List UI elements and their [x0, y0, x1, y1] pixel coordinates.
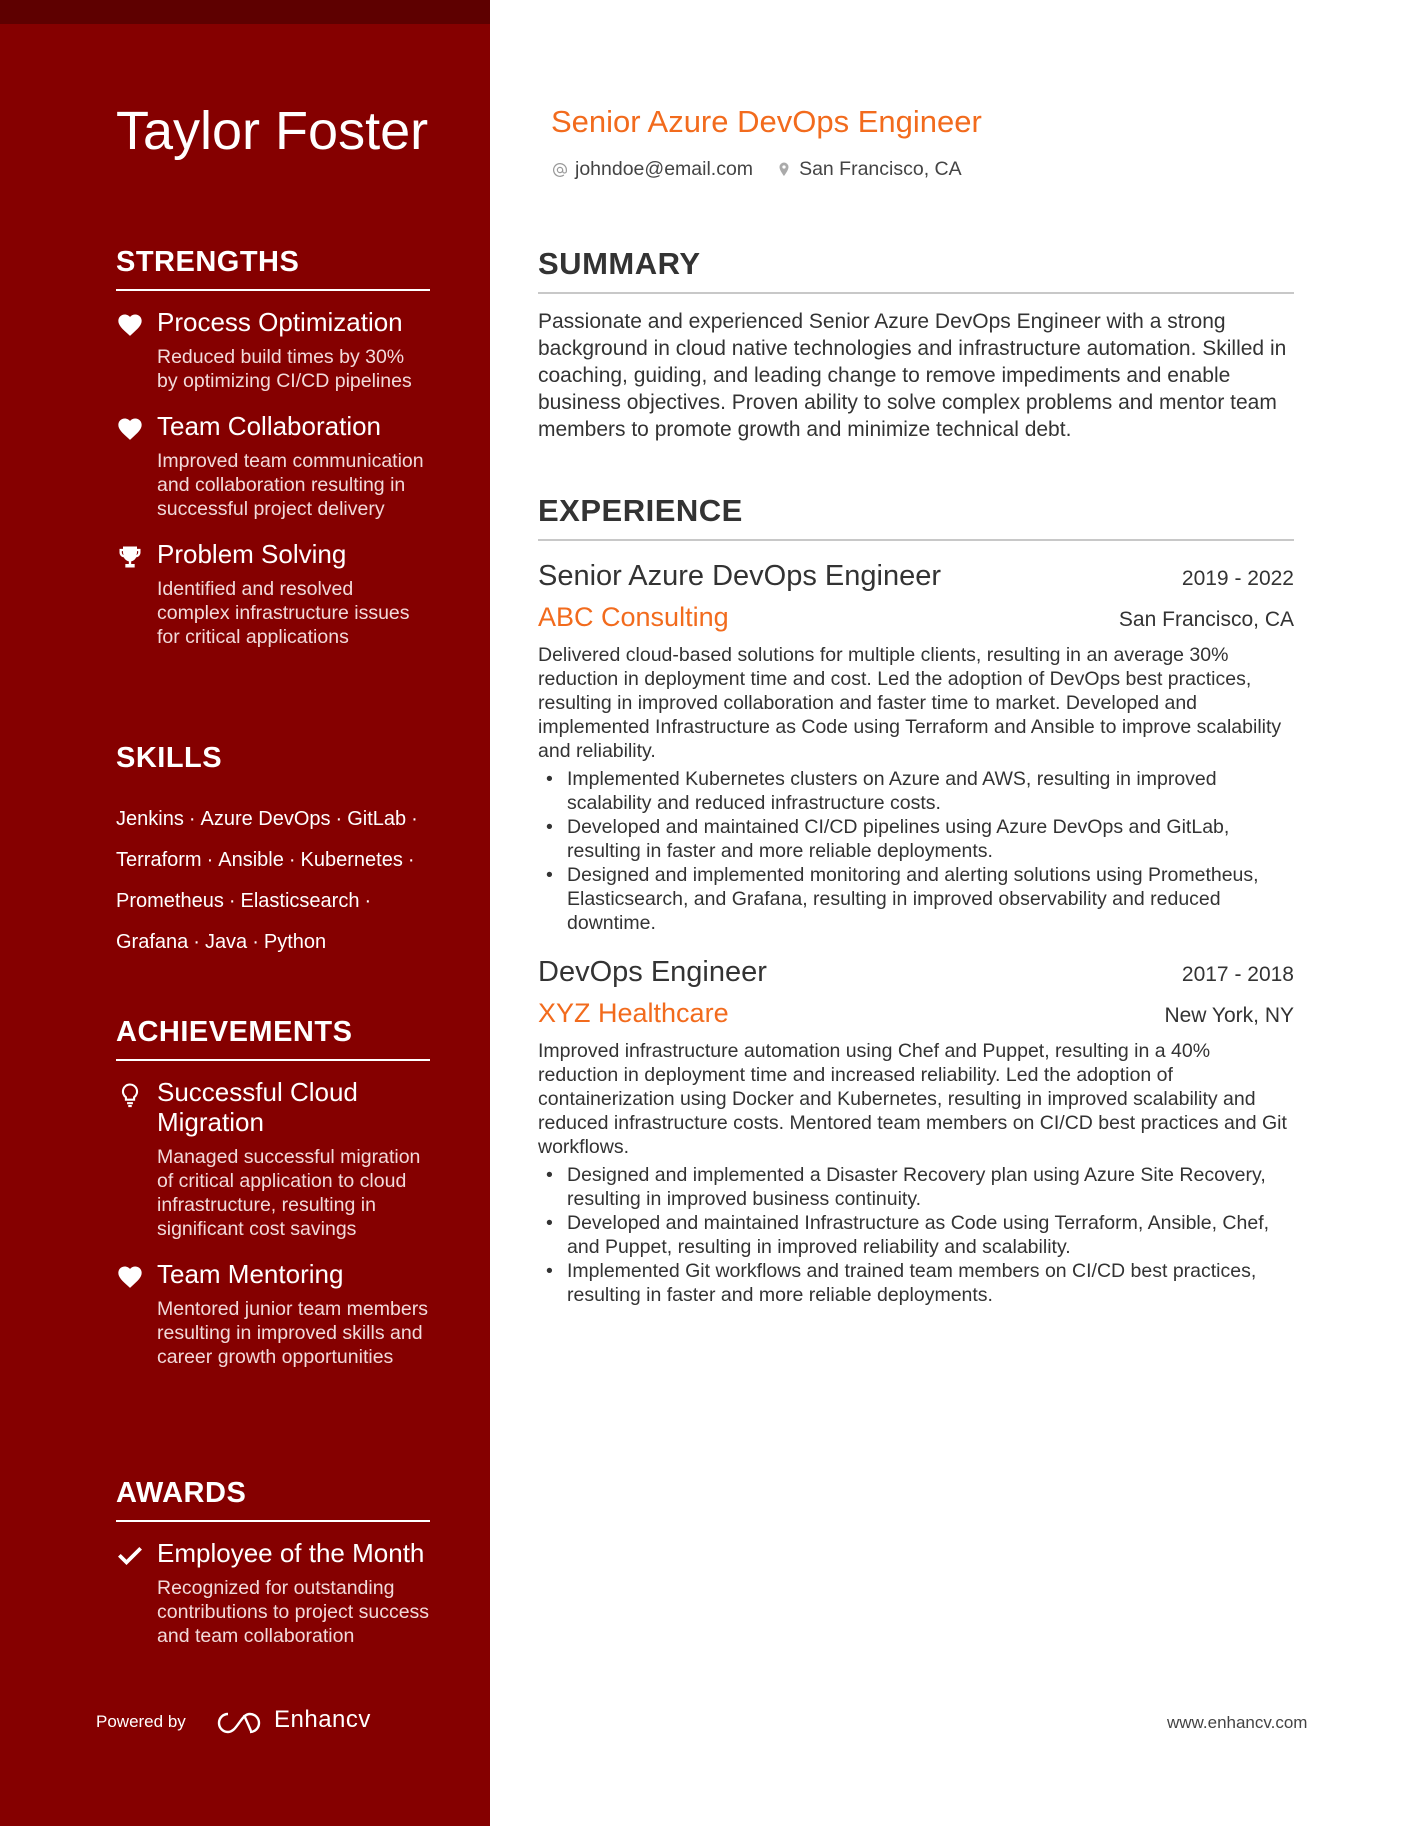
skills-heading: SKILLS	[116, 742, 223, 774]
enhancv-logo[interactable]	[214, 1704, 374, 1740]
heart-icon	[116, 1263, 144, 1291]
email-contact[interactable]	[551, 158, 753, 181]
job-bullet: • Developed and maintained CI/CD pipelines using Azure DevOps and GitLab, resulting in faster and more reliable deployments.	[538, 815, 1294, 863]
skill-tag: Grafana	[116, 931, 189, 953]
location-text: San Francisco, CA	[799, 158, 962, 180]
achievement-desc: Managed successful migration of critical application to cloud infrastructure, resulting in significant cost savings	[157, 1146, 421, 1240]
powered-by-text: Powered by	[96, 1712, 186, 1731]
email-text: johndoe@email.com	[575, 158, 754, 180]
skill-tag: Kubernetes	[300, 849, 403, 871]
heart-icon	[116, 311, 144, 339]
summary-heading: SUMMARY	[538, 246, 1294, 294]
skill-tag: Azure DevOps	[200, 808, 331, 830]
experience-entry	[538, 955, 1294, 1307]
skills-line: Grafana · Java · Python	[116, 931, 327, 953]
skill-tag: Terraform	[116, 849, 202, 871]
at-icon	[551, 161, 569, 179]
checkmark-icon	[116, 1542, 144, 1570]
skill-tag: Jenkins	[116, 808, 184, 830]
skill-tag: GitLab	[347, 808, 407, 830]
job-bullets	[538, 1163, 1294, 1307]
strengths-heading: STRENGTHS	[116, 246, 430, 291]
strengths-section	[116, 246, 430, 649]
job-dates: 2017 - 2018	[1181, 963, 1294, 986]
job-title: Senior Azure DevOps Engineer	[551, 104, 982, 139]
achievement-item	[116, 1259, 430, 1369]
trophy-icon	[116, 543, 144, 571]
job-description: Improved infrastructure automation using Chef and Puppet, resulting in a 40% reduction in deployment time and increased reliability. Led the adoption of containerization using Docker and Kubernetes, resulting in improved scalability and reduced infrastructure costs. Mentored team members on CI/CD best practices and Git workflows.	[538, 1040, 1287, 1158]
strength-desc: Improved team communication and collaboration resulting in successful project delivery	[157, 450, 424, 520]
sidebar-top-bar	[0, 0, 490, 24]
job-bullet: • Implemented Kubernetes clusters on Azure and AWS, resulting in improved scalability and reduced infrastructure costs.	[538, 767, 1294, 815]
heart-icon	[116, 415, 144, 443]
achievement-desc: Mentored junior team members resulting in improved skills and career growth opportunities	[157, 1298, 428, 1368]
awards-heading: AWARDS	[116, 1477, 430, 1522]
job-location: New York, NY	[1164, 1004, 1294, 1027]
job-bullets	[538, 767, 1294, 935]
achievement-title: Team Mentoring	[157, 1259, 344, 1289]
achievements-heading: ACHIEVEMENTS	[116, 1016, 430, 1061]
candidate-name: Taylor Foster	[116, 101, 429, 161]
job-description: Delivered cloud-based solutions for multiple clients, resulting in an average 30% reduction in deployment time and cost. Led the adoption of DevOps best practices, resulting in improved collaboration and faster time to market. Developed and implemented Infrastructure as Code using Terraform and Ansible to improve scalability and reliability.	[538, 644, 1282, 762]
job-bullet: • Designed and implemented a Disaster Recovery plan using Azure Site Recovery, resulting in improved business continuity.	[538, 1163, 1294, 1211]
strength-desc: Reduced build times by 30% by optimizing CI/CD pipelines	[157, 346, 412, 392]
location-contact	[775, 158, 962, 181]
award-item	[116, 1538, 430, 1648]
achievement-item	[116, 1077, 430, 1241]
awards-section	[116, 1477, 430, 1648]
experience-heading: EXPERIENCE	[538, 493, 1294, 541]
job-role: Senior Azure DevOps Engineer	[538, 560, 941, 592]
job-location: San Francisco, CA	[1118, 608, 1294, 631]
job-bullet: • Developed and maintained Infrastructure as Code using Terraform, Ansible, Chef, and Puppet, resulting in improved reliability and scalability.	[538, 1211, 1294, 1259]
strength-title: Problem Solving	[157, 539, 347, 569]
strength-item	[116, 411, 430, 521]
strength-item	[116, 307, 430, 393]
strength-desc: Identified and resolved complex infrastructure issues for critical applications	[157, 578, 410, 648]
strength-item	[116, 539, 430, 649]
skills-line: Jenkins · Azure DevOps · GitLab ·	[116, 808, 418, 830]
job-bullet: • Designed and implemented monitoring and alerting solutions using Prometheus, Elasticsearch, and Grafana, resulting in improved observability and reduced downtime.	[538, 863, 1294, 935]
achievement-title: Successful Cloud Migration	[157, 1077, 358, 1137]
skills-line: Prometheus · Elasticsearch ·	[116, 890, 372, 912]
lightbulb-icon	[116, 1081, 144, 1109]
summary-text: Passionate and experienced Senior Azure DevOps Engineer with a strong background in cloud native technologies and infrastructure automation. Skilled in coaching, guiding, and leading change to remove impediments and enable business objectives. Proven ability to solve complex problems and mentor team members to promote growth and minimize technical debt.	[538, 310, 1287, 441]
website-link[interactable]: www.enhancv.com	[1167, 1713, 1308, 1732]
achievements-section	[116, 1016, 430, 1369]
job-company: ABC Consulting	[538, 602, 729, 632]
summary-section	[538, 246, 1294, 443]
skills-line: Terraform · Ansible · Kubernetes ·	[116, 849, 415, 871]
job-role: DevOps Engineer	[538, 956, 767, 988]
contact-info	[551, 158, 962, 181]
enhancv-logo-icon	[214, 1708, 264, 1738]
location-pin-icon	[775, 161, 793, 179]
skill-tag: Elasticsearch	[240, 890, 360, 912]
experience-entry	[538, 559, 1294, 935]
skills-section	[116, 742, 430, 963]
skill-tag: Ansible	[218, 849, 284, 871]
skill-tag: Python	[263, 931, 327, 953]
enhancv-brand: Enhancv	[274, 1706, 371, 1733]
experience-section	[538, 493, 1294, 1307]
job-dates: 2019 - 2022	[1181, 567, 1294, 590]
award-desc: Recognized for outstanding contributions to project success and team collaboration	[157, 1577, 430, 1647]
sidebar	[0, 0, 490, 1826]
skill-tag: Prometheus	[116, 890, 224, 912]
strength-title: Team Collaboration	[157, 411, 382, 441]
award-title: Employee of the Month	[157, 1538, 425, 1568]
skill-tag: Java	[204, 931, 248, 953]
job-bullet: • Implemented Git workflows and trained team members on CI/CD best practices, resulting in faster and more reliable deployments.	[538, 1259, 1294, 1307]
skills-list	[116, 799, 430, 963]
strength-title: Process Optimization	[157, 307, 403, 337]
job-company: XYZ Healthcare	[538, 998, 729, 1028]
